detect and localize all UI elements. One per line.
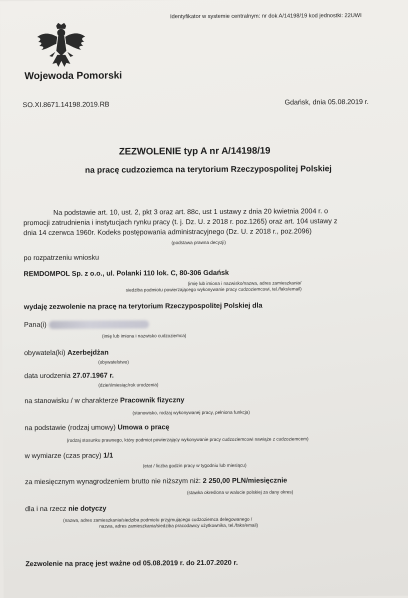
entity-caption: (nazwa, adres zamieszkania/siedziba podmiotu przyjmującego cudzoziemca delegowanego / [63,516,253,523]
authority-name: Wojewoda Pomorski [24,70,123,83]
person-label: Pana(i) [23,321,47,329]
citizenship-row [24,350,108,358]
entity-caption: nazwa, adres zamieszkania/siedziba pracodawcy użytkownika, tel./faks/email) [99,522,259,529]
entity-row [25,506,106,513]
salary-caption: (stawka określona w walucie polskiej za dany okres) [186,489,294,496]
decision-text: wydaję zezwolenie na pracę na terytorium Rzeczypospolitej Polskiej dla [23,302,263,312]
legal-basis-line: dnia 14 czerwca 1960r. Kodeks postępowania administracyjnego (Dz. U. z 2018 r., poz.2096) [23,228,312,238]
legal-basis-caption: (podstawa prawna decyzji) [171,239,226,246]
position-label: na stanowisku / w charakterze [24,397,119,406]
employer-caption: siedziba podmiotu powierzającego wykonywanie pracy cudzoziemcowi, tel./faks/email) [125,286,302,293]
contract-row [25,424,170,432]
salary-label: za miesięcznym wynagrodzeniem brutto nie niższym niż: [24,478,201,487]
permit-subtitle: na pracę cudzoziemca na terytorium Rzeczypospolitej Polskiej [85,163,332,175]
contract-label: na podstawie (rodzaj umowy) [24,424,116,433]
legal-basis-line: promocji zatrudnienia i instytucjach rynku pracy (t. j. Dz. U. z 2018 r. poz.1265) oraz art. 104 ustawy z [23,218,338,228]
birthdate-value: 27.07.1967 r. [72,372,114,380]
employer-caption: (imię lub imiona i nazwisko/nazwa, adres zamieszkania/ [187,280,302,287]
citizenship-value: Azerbejdżan [67,349,109,357]
birthdate-label: data urodzenia [24,372,71,381]
salary-value: 2 250,00 PLN/miesięcznie [202,477,288,486]
salary-row [25,478,287,487]
birthdate-caption: (dzień/miesiąc/rok urodzenia) [98,382,159,388]
citizenship-caption: (obywatelstwo) [98,359,129,365]
validity-statement: Zezwolenie na pracę jest ważne od 05.08.2019 r. do 21.07.2020 r. [25,559,238,569]
entity-label: dla i na rzecz [25,505,67,514]
polish-eagle-emblem-icon [36,23,86,69]
case-number: SO.XI.8671.14198.2019.RB [22,101,110,110]
place-date: Gdańsk, dnia 05.08.2019 r. [284,98,369,107]
citizenship-label: obywatela(ki) [24,349,66,358]
position-caption: (stanowisko, rodzaj wykonywanej pracy, pełniona funkcja) [132,409,250,416]
hours-caption: (etat / liczba godzin pracy w tygodniu lub miesiącu) [142,462,247,469]
contract-value: Umowa o pracę [117,424,170,432]
legal-basis-line: Na podstawie art. 10, ust. 2, pkt 3 oraz art. 88c, ust 1 ustawy z dnia 20 kwietnia 2004 r. o [53,208,329,217]
position-value: Pracownik fizyczny [120,397,185,405]
contract-caption: (rodzaj stosunku prawnego, który podmiot powierzający wykonywanie pracy cudzoziemcowi nawiąże z cudzoziemcem) [66,436,309,443]
system-identifier: Identyfikator w systemie centralnym: nr dok A/14198/19 kod jednostki: 22UWI [170,13,362,21]
person-row [24,320,149,329]
hours-label: w wymiarze (czas pracy) [24,452,102,461]
redacted-name [48,320,148,329]
employer-name: REMDOMPOL Sp. z o.o., ul. Polanki 110 lok. C, 80-306 Gdańsk [23,269,229,279]
permit-title: ZEZWOLENIE typ A nr A/14198/19 [118,145,271,158]
person-caption: (imię lub imiona i nazwisko cudzoziemca) [102,333,187,339]
application-label: po rozpatrzeniu wniosku [23,254,100,263]
position-row [24,397,184,405]
hours-row [25,453,113,461]
hours-value: 1/1 [103,452,114,460]
entity-value: nie dotyczy [68,505,107,513]
birthdate-row [24,373,114,381]
